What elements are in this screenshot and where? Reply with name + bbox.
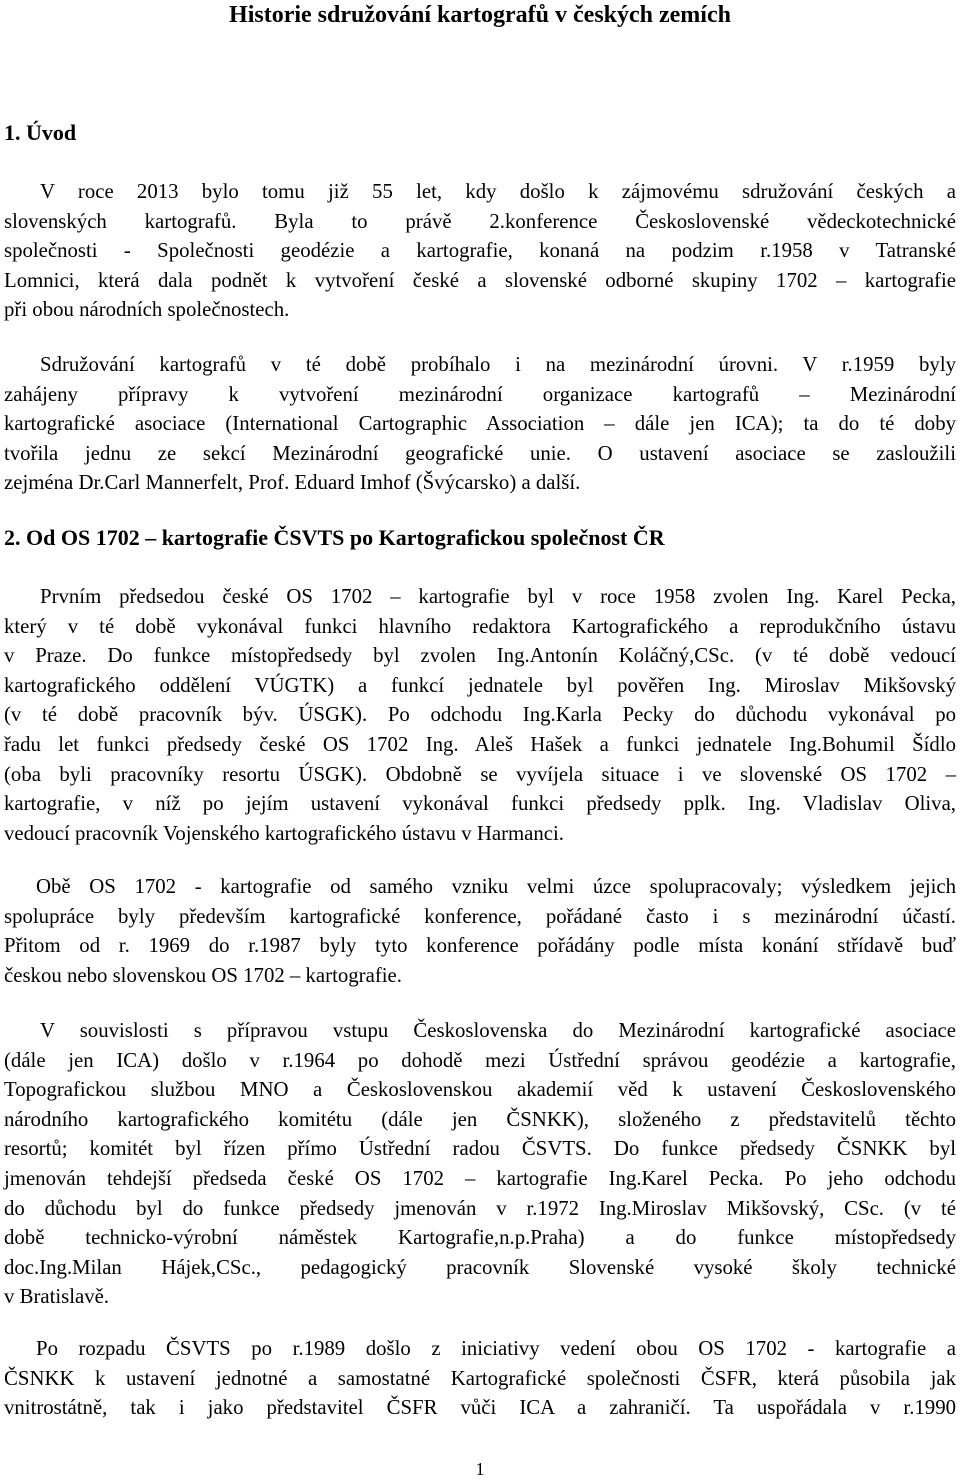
paragraph-line: při obou národních společnostech.	[4, 298, 290, 322]
paragraph-line: Sdružování kartografů v té době probíhalo i na mezinárodní úrovni. V r.1959 byly	[40, 353, 956, 376]
section-heading-history: 2. Od OS 1702 – kartografie ČSVTS po Kartografickou společnost ČR	[4, 525, 665, 550]
paragraph-line: Prvním předsedou české OS 1702 – kartografie byl v roce 1958 zvolen Ing. Karel Pecka,	[40, 585, 956, 608]
paragraph-line: společnosti - Společnosti geodézie a kartografie, konaná na podzim r.1958 v Tatranské	[4, 239, 956, 263]
paragraph-line: kartografického oddělení VÚGTK) a funkcí jednatele byl pověřen Ing. Miroslav Mikšovský	[4, 673, 956, 697]
paragraph-line: zejména Dr.Carl Mannerfelt, Prof. Eduard Imhof (Švýcarsko) a další.	[4, 471, 581, 495]
page-number: 1	[475, 1459, 485, 1479]
paragraph-line: resortů; komitét byl řízen přímo Ústřední radou ČSVTS. Do funkce předsedy ČSNKK byl	[4, 1137, 956, 1161]
paragraph-line: jmenován tehdejší předseda české OS 1702 – kartografie Ing.Karel Pecka. Po jeho odchodu	[4, 1166, 956, 1190]
paragraph	[4, 177, 956, 325]
paragraph	[4, 1016, 956, 1312]
paragraph-line: Obě OS 1702 - kartografie od samého vzniku velmi úzce spolupracovaly; výsledkem jejich	[36, 875, 956, 898]
paragraph-line: zahájeny přípravy k vytvoření mezinárodní organizace kartografů – Mezinárodní	[4, 382, 956, 406]
paragraph-line: spolupráce byly především kartografické konference, pořádané často i s mezinárodní účastí.	[4, 904, 956, 928]
paragraph	[4, 872, 956, 990]
paragraph-line: (oba byli pracovníky resortu ÚSGK). Obdobně se vyvíjela situace i ve slovenské OS 1702 –	[4, 762, 956, 786]
paragraph-line: který v té době vykonával funkci hlavního redaktora Kartografického a reprodukčního ústavu	[4, 614, 956, 638]
section-heading-intro: 1. Úvod	[4, 120, 77, 145]
paragraph-line: vedoucí pracovník Vojenského kartografického ústavu v Harmanci.	[4, 821, 565, 845]
paragraph-line: Topografickou službou MNO a Československou akademií věd k ustavení Československého	[4, 1078, 956, 1102]
paragraph-line: slovenských kartografů. Byla to právě 2.konference Československé vědeckotechnické	[4, 209, 956, 233]
paragraph-line: (v té době pracovník býv. ÚSGK). Po odchodu Ing.Karla Pecky do důchodu vykonával po	[4, 703, 956, 727]
paragraph-line: Lomnici, která dala podnět k vytvoření české a slovenské odborné skupiny 1702 – kartografie	[4, 268, 956, 292]
paragraph	[4, 350, 956, 498]
paragraph-line: V roce 2013 bylo tomu již 55 let, kdy došlo k zájmovému sdružování českých a	[40, 180, 956, 203]
paragraph-line: ČSNKK k ustavení jednotné a samostatné Kartografické společnosti ČSFR, která působila jak	[4, 1366, 956, 1390]
paragraph-line: řadu let funkci předsedy české OS 1702 Ing. Aleš Hašek a funkci jednatele Ing.Bohumil Šídlo	[4, 732, 956, 756]
paragraph-line: V souvislosti s přípravou vstupu Československa do Mezinárodní kartografické asociace	[40, 1019, 956, 1042]
paragraph-line: do důchodu byl do funkce předsedy jmenován v r.1972 Ing.Miroslav Mikšovský, CSc. (v té	[4, 1196, 956, 1220]
paragraph-line: v Bratislavě.	[4, 1285, 110, 1309]
paragraph-line: národního kartografického komitétu (dále jen ČSNKK), složeného z představitelů těchto	[4, 1107, 956, 1131]
paragraph-line: kartografie, v níž po jejím ustavení vykonával funkci předsedy pplk. Ing. Vladislav Oliva,	[4, 792, 956, 816]
paragraph-line: tvořila jednu ze sekcí Mezinárodní geografické unie. O ustavení asociace se zasloužili	[4, 441, 956, 465]
paragraph-line: doc.Ing.Milan Hájek,CSc., pedagogický pracovník Slovenské vysoké školy technické	[4, 1255, 956, 1279]
document-title: Historie sdružování kartografů v českých zemích	[229, 2, 731, 28]
paragraph-line: době technicko-výrobní náměstek Kartografie,n.p.Praha) a do funkce místopředsedy	[4, 1226, 956, 1250]
paragraph-line: českou nebo slovenskou OS 1702 – kartografie.	[4, 963, 402, 987]
paragraph-line: v Praze. Do funkce místopředsedy byl zvolen Ing.Antonín Koláčný,CSc. (v té době vedoucí	[4, 644, 956, 668]
paragraph-line: (dále jen ICA) došlo v r.1964 po dohodě mezi Ústřední správou geodézie a kartografie,	[4, 1048, 956, 1072]
paragraph	[4, 582, 956, 848]
paragraph-line: vnitrostátně, tak i jako představitel ČSFR vůči ICA a zahraničí. Ta uspořádala v r.1990	[4, 1396, 956, 1420]
paragraph-line: Přitom od r. 1969 do r.1987 byly tyto konference pořádány podle místa konání střídavě buď	[4, 934, 956, 958]
paragraph-line: kartografické asociace (International Cartographic Association – dále jen ICA); ta do té doby	[4, 412, 956, 436]
paragraph-line: Po rozpadu ČSVTS po r.1989 došlo z iniciativy vedení obou OS 1702 - kartografie a	[36, 1337, 956, 1360]
paragraph	[4, 1334, 956, 1423]
